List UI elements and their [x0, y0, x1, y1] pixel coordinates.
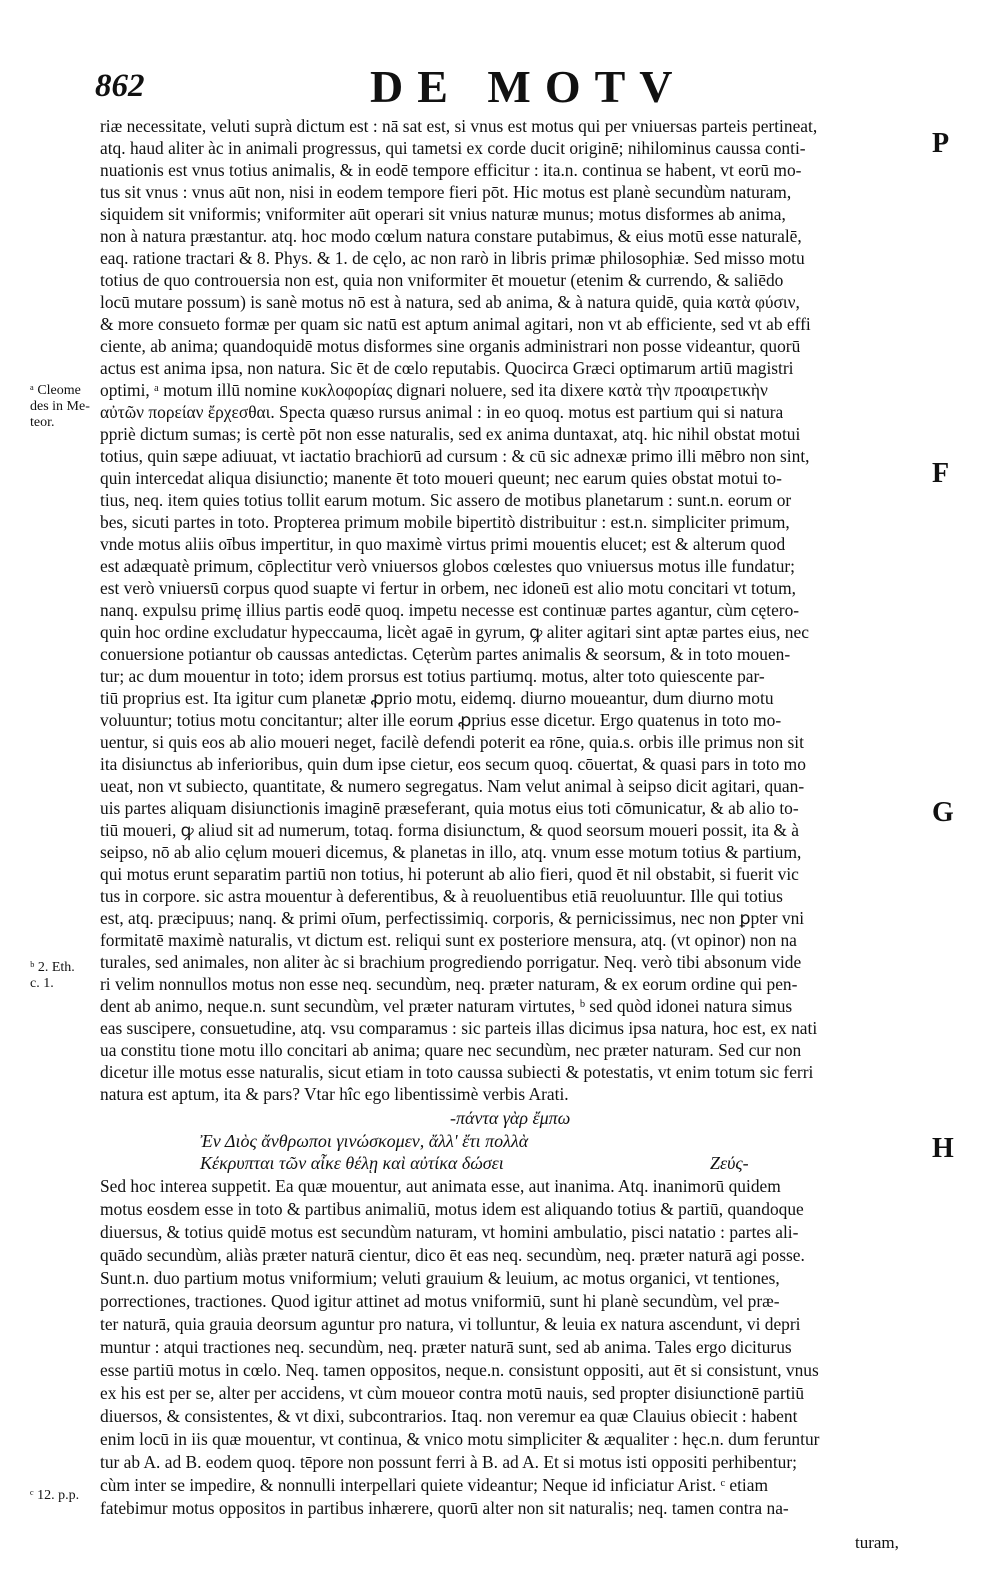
text-line: ua constitu tione motu illo concitari ab anima; quare nec secundùm, nec præter naturam. Sed cur non	[100, 1040, 802, 1060]
text-line: totius, quin sæpe adiuuat, vt iactatio brachiorū ad cursum : & cū sic adnexæ primo illi mēbro non sint,	[100, 446, 810, 466]
text-line: ex his est per se, alter per accidens, vt cùm moueor contra motū nauis, sed propter disiunctionē partiū	[100, 1383, 805, 1403]
text-line: ita disiunctus ab inferioribus, quin dum ipse cietur, eos secum quoq. cōuertat, & quasi pars in toto mo	[100, 754, 806, 774]
text-line: uentur, si quis eos ab alio moueri neget, facilè defendi poterit ea rōne, quia.s. orbis ille primus non sit	[100, 732, 804, 752]
margin-letter-h: H	[932, 1133, 954, 1164]
text-line: bes, sicuti partes in toto. Propterea primum mobile bipertitò distribuitur : est.n. simpliciter primum,	[100, 512, 790, 532]
page-header	[0, 60, 1000, 112]
text-line: tus in corpore. sic astra mouentur à deferentibus, & à reuoluentibus etiā reuoluuntur. Ille qui totius	[100, 886, 783, 906]
text-line: conuersione potiantur ob caussas antedictas. Cęterùm partes animalis & seorsum, & in toto mouen-	[100, 644, 791, 664]
text-line: & more consueto formæ per quam sic natū est aptum animal agitari, non vt ab efficiente, sed vt ab effi	[100, 314, 811, 334]
text-line: est verò vniuersū corpus quod suapte vi fertur in orbem, nec idoneū est alio motu concitari vt totum,	[100, 578, 796, 598]
margin-letter-p: P	[932, 128, 950, 159]
text-line: enim locū in iis quæ mouentur, vt continua, & vnico motu simpliciter & æqualiter : hęc.n. dum feruntur	[100, 1429, 820, 1449]
text-line: quin hoc ordine excludatur hypeccauma, licèt agaē in gyrum, ꝙ aliter agitari sint aptæ partes eius, nec	[100, 622, 809, 642]
text-line: quādo secundùm, aliàs præter naturā cientur, dico ēt eas neq. secundùm, neq. præter naturā agi posse.	[100, 1245, 805, 1265]
text-line: non à natura præstantur. atq. hoc modo cœlum natura constare putabimus, & eius motū esse naturalē,	[100, 226, 802, 246]
text-line: est adæquatè primum, cōplectitur verò vniuersos globos cœlestes quo vniuersus motus ille fundatur;	[100, 556, 796, 576]
text-line: tur; ac dum mouentur in toto; idem prorsus est totius partiumq. motus, alter toto quiescente par-	[100, 666, 765, 686]
page-number: 862	[95, 68, 145, 104]
text-line: turales, sed animales, non aliter àc si brachium progrediendo porrigatur. Neq. verò tibi absonum vide	[100, 952, 802, 972]
text-line: eas suscipere, consuetudine, atq. vsu comparamus : sic parteis illas dicimus ipsa natura, hoc est, ex nati	[100, 1018, 818, 1038]
text-line: optimi, ᵃ motum illū nomine κυκλοφορίας dignari noluere, sed ita dixere κατὰ τὴν προαιρετικὴν	[100, 380, 768, 400]
text-line: ri velim nonnullos motus non esse neq. secundùm, neq. præter naturam, & ex eorum ordine qui pen-	[100, 974, 798, 994]
text-line: siquidem sit vniformis; vniformiter aūt operari sit vnius naturæ munus; motus disformes ab anima,	[100, 204, 786, 224]
margin-note-line: ᵃ Cleome	[30, 383, 81, 398]
continuation-text	[100, 1175, 930, 1520]
margin-note-a	[30, 383, 102, 431]
margin-note-line: ᶜ 12. p.p.	[30, 1488, 80, 1503]
catchword: turam,	[855, 1533, 899, 1552]
text-line: est, atq. præcipuus; nanq. & primi oīum, perfectissimiq. corporis, & pernicissimus, nec non ꝑpter vni	[100, 908, 805, 928]
text-line: atq. haud aliter àc in animali progressus, qui tametsi ex corde ducit originē; nihilominus caussa conti-	[100, 138, 806, 158]
main-text	[100, 115, 930, 1105]
text-line: eaq. ratione tractari & 8. Phys. & 1. de cęlo, ac non rarò in libris primæ philosophiæ. Sed misso motu	[100, 248, 805, 268]
margin-letter-f: F	[932, 458, 950, 489]
text-line: ppriè dictum sumas; is certè pōt non esse naturalis, sed ex anima duntaxat, atq. hic nihil obstat motui	[100, 424, 801, 444]
text-line: tius, neq. item quies totius tollit earum motum. Sic assero de motibus planetarum : sunt.n. eorum or	[100, 490, 792, 510]
text-line: quin intercedat aliqua disiunctio; manente ēt toto moueri queunt; nec earum quies obstat motui to-	[100, 468, 782, 488]
text-line: dicetur ille motus esse naturalis, sicut etiam in toto caussa subiecti & potestatis, vt enim totum sic ferri	[100, 1062, 814, 1082]
text-line: Sunt.n. duo partium motus vniformium; veluti grauium & leuium, ac motus organici, vt tentiones,	[100, 1268, 780, 1288]
text-line: motus eosdem esse in toto & partibus animaliū, motus idem est aliquando totius & partiū, quandoque	[100, 1199, 804, 1219]
margin-note-line: des in Me-	[30, 399, 90, 414]
margin-note-line: teor.	[30, 415, 55, 430]
verse-line-3: Κέκρυπται τῶν αἶκε θέλῃ καὶ αὐτίκα δώσει	[200, 1153, 504, 1173]
text-line: riæ necessitate, veluti suprà dictum est : nā sat est, si vnus est motus qui per vniuersas parteis pertineat,	[100, 116, 818, 136]
text-line: seipso, nō ab alio cęlum moueri dicemus, & planetas in illo, atq. vnum esse motum totius & partium,	[100, 842, 802, 862]
text-line: vnde motus aliis oībus impertitur, in quo maximè virtus primi mouentis elucet; est & alterum quod	[100, 534, 786, 554]
margin-letter-g: G	[932, 797, 954, 828]
text-line: Sed hoc interea suppetit. Ea quæ mouentur, aut animata esse, aut inanima. Atq. inanimorū quidem	[100, 1176, 781, 1196]
text-line: actus est anima ipsa, non natura. Sic ēt de cœlo reputabis. Quocirca Græci optimarum artiū magistri	[100, 358, 794, 378]
text-line: locū mutare possum) is sanè motus nō est à natura, sed ab anima, & à natura quidē, quia κατὰ φύσιν,	[100, 292, 800, 312]
text-line: voluuntur; totius motu concitantur; alter ille eorum ꝓprius esse dicetur. Ergo quatenus in toto mo-	[100, 710, 782, 730]
text-line: ueat, non vt subiecto, quantitate, & numero segregatus. Nam velut animal à seipso dicit agitari, quan-	[100, 776, 805, 796]
margin-note-line: ᵇ 2. Eth.	[30, 960, 75, 975]
text-line: nuationis est vnus totius animalis, & in eodē tempore efficitur : ita.n. continua se habent, vt eorū mo-	[100, 160, 802, 180]
text-line: muntur : atqui tractiones neq. secundùm, neq. præter naturā sunt, sed ab anima. Tales ergo diciturus	[100, 1337, 792, 1357]
text-line: fatebimur motus oppositos in partibus inhærere, quorū alter non sit naturalis; neq. tamen contra na-	[100, 1498, 789, 1518]
text-line: porrectiones, tractiones. Quod igitur attinet ad motus vniformiū, sunt hi planè secundùm, vel præ-	[100, 1291, 780, 1311]
text-line: totius de quo controuersia non est, quia non vniformiter ēt mouetur (etenim & currendo, & saliēdo	[100, 270, 784, 290]
verse-line-2: Ἐν Διὸς ἄνθρωποι γινώσκομεν, ἄλλ' ἔτι πολλὰ	[200, 1131, 529, 1151]
text-line: formitatē maximè naturalis, vt dictum est. reliqui sunt ex posteriore mensura, atq. (vt opinor) non na	[100, 930, 797, 950]
margin-note-line: c. 1.	[30, 976, 54, 991]
running-head: DE MOTV	[370, 61, 687, 112]
margin-note-c	[30, 1488, 102, 1504]
text-line: tiū moueri, ꝙ aliud sit ad numerum, totaq. forma disiunctum, & quod seorsum moueri possit, ita & à	[100, 820, 799, 840]
text-line: tiū proprius est. Ita igitur cum planetæ ꝓprio motu, eidemq. diurno moueantur, dum diurno motu	[100, 688, 774, 708]
text-line: diuersos, & consistentes, & vt dixi, subcontrarios. Itaq. non veremur ea quæ Clauius obiecit : habent	[100, 1406, 798, 1426]
text-line: ciente, ab anima; quandoquidē motus disformes sine organis administrari non posse videantur, quorū	[100, 336, 801, 356]
text-line: esse partiū motus in cœlo. Neq. tamen oppositos, neque.n. consistunt oppositi, aut ēt si consistunt, vnus	[100, 1360, 819, 1380]
text-line: tus sit vnus : vnus aūt non, nisi in eodem tempore fieri pōt. Hic motus est planè secundùm naturam,	[100, 182, 792, 202]
text-line: ter naturā, quia grauia deorsum aguntur pro natura, vi tolluntur, & leuia ex natura ascendunt, vi depri	[100, 1314, 801, 1334]
text-line: tur ab A. ad B. eodem quoq. tēpore non possunt ferri à B. ad A. Et si motus isti oppositi perhibentur;	[100, 1452, 797, 1472]
text-line: qui motus erunt separatim partiū non totius, hi poterunt ab alio fieri, quod ēt nil obstabit, si fuerit vic	[100, 864, 799, 884]
verse-line-4: Ζεύς-	[710, 1153, 749, 1173]
verse-line-1: -πάντα γὰρ ἔμπω	[450, 1108, 571, 1128]
text-line: uis partes aliquam disiunctionis imaginē præseferant, quia motus eius toti cōmunicatur, & ab alio to-	[100, 798, 799, 818]
margin-note-b	[30, 960, 102, 992]
text-line: nanq. expulsu primę illius partis eodē quoq. impetu necesse est continuæ partes agantur, cùm cętero-	[100, 600, 800, 620]
text-line: natura est aptum, ita & pars? Vtar hîc ego libentissimè verbis Arati.	[100, 1084, 569, 1104]
text-line: dent ab animo, neque.n. sunt secundùm, vel præter naturam virtutes, ᵇ sed quòd idonei natura simus	[100, 996, 793, 1016]
text-line: diuersus, & totius quidē motus est secundùm naturam, vt homini ambulatio, pisci natatio : partes ali-	[100, 1222, 799, 1242]
text-line: αὐτῶν πορείαν ἔρχεσθαι. Specta quæso rursus animal : in eo quoq. motus est partium qui si natura	[100, 402, 784, 422]
text-line: cùm inter se impedire, & nonnulli interpellari quiete videantur; Neque id inficiatur Arist. ᶜ etiam	[100, 1475, 769, 1495]
